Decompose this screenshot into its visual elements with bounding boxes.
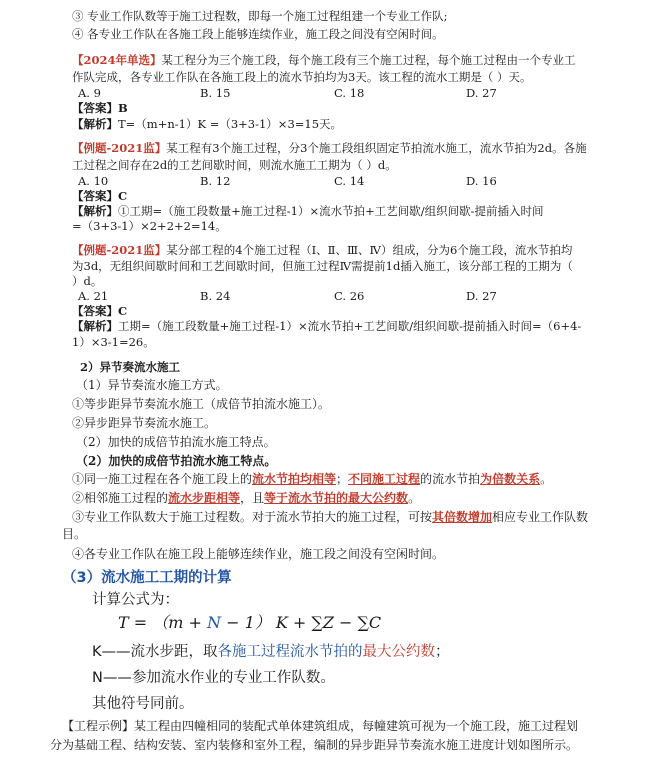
- q1-option-a: A. 9: [78, 86, 101, 100]
- q2-stem-line2: 工过程之间存在2d的工艺间歇时间，则流水施工工期为（ ）d。: [72, 158, 397, 172]
- sec2-point-1: ①同一施工过程在各个施工段上的流水节拍均相等；不同施工过程的流水节拍为倍数关系。: [72, 472, 553, 486]
- n-definition: N——参加流水作业的专业工作队数。: [92, 670, 335, 686]
- q3-option-d: D. 27: [466, 289, 497, 303]
- q2-option-b: B. 12: [200, 174, 231, 188]
- q2-tag: 【例题-2021监】: [72, 141, 167, 155]
- sec2-s4: （2）加快的成倍节拍流水施工特点。: [76, 435, 276, 449]
- q3-stem-line3: ）d。: [72, 274, 103, 288]
- sec2-title: 2）异节奏流水施工: [80, 360, 181, 374]
- q2-answer: 【答案】C: [72, 189, 128, 203]
- example-tag: 【工程示例】: [62, 719, 135, 733]
- sec2-s5: （2）加快的成倍节拍流水施工特点。: [76, 454, 277, 468]
- q3-options: [72, 289, 552, 303]
- q3-analysis: 【解析】工期=（施工段数量+施工过程-1）×流水节拍+工艺间歇/组织间歇-提前插入时间=（6+4-: [72, 319, 582, 333]
- q1-option-b: B. 15: [200, 86, 231, 100]
- formula-label: 计算公式为：: [92, 592, 179, 608]
- q1-option-c: C. 18: [334, 86, 365, 100]
- q2-option-a: A. 10: [78, 174, 109, 188]
- sec2-point-3-line2: 目。: [62, 527, 87, 541]
- formula: T = （m + N − 1） K + ∑Z − ∑C: [118, 613, 382, 632]
- example-line1: 【工程示例】某工程由四幢相同的装配式单体建筑组成，每幢建筑可视为一个施工段，施工过程划: [62, 719, 579, 733]
- q3-option-b: B. 24: [200, 289, 231, 303]
- other-symbols: 其他符号同前。: [92, 696, 194, 712]
- k-definition: K——流水步距，取各施工过程流水节拍的最大公约数；: [92, 644, 450, 660]
- q3-tag: 【例题-2021监】: [72, 243, 167, 257]
- sec2-point-4: ④各专业工作队在施工段上能够连续作业，施工段之间没有空闲时间。: [72, 547, 445, 561]
- q1-option-d: D. 27: [466, 86, 497, 100]
- sec2-s3: ②异步距异节奏流水施工。: [72, 416, 217, 430]
- sec2-s1: （1）异节奏流水施工方式。: [76, 378, 228, 392]
- sec2-s2: ①等步距异节奏流水施工（成倍节拍流水施工）。: [72, 397, 331, 411]
- sec2-point-2: ②相邻施工过程的流水步距相等，且等于流水节拍的最大公约数。: [72, 491, 421, 505]
- q1-stem-line2: 作队完成，各专业工作队在各施工段上的流水节拍均为3天。该工程的流水工期是（ ）天。: [72, 70, 532, 84]
- q1-analysis: 【解析】T=（m+n-1）K =（3+3-1）×3=15天。: [72, 117, 343, 131]
- q3-stem-line2: 为3d，无组织间歇时间和工艺间歇时间，但施工过程Ⅳ需提前1d插入施工，该分部工程的工期为（: [72, 259, 573, 273]
- q1-tag: 【2024年单选】: [72, 53, 162, 67]
- sec2-point-3: ③专业工作队数大于施工过程数。对于流水节拍大的施工过程，可按其倍数增加相应专业工作队数: [72, 510, 589, 524]
- q3-answer: 【答案】C: [72, 304, 128, 318]
- q3-option-c: C. 26: [334, 289, 365, 303]
- top-item-3: ③ 专业工作队数等于施工过程数，即每一个施工过程组建一个专业工作队;: [72, 9, 448, 23]
- q1-stem-line1: 【2024年单选】某工程分为三个施工段，每个施工段有三个施工过程，每个施工过程由一个专业工: [72, 53, 576, 67]
- example-line2: 分为基础工程、结构安装、室内装修和室外工程，编制的异步距异节奏流水施工进度计划如图所示。: [50, 738, 579, 752]
- q2-analysis: 【解析】①工期=（施工段数量+施工过程-1）×流水节拍+工艺间歇/组织间歇-提前插入时间: [72, 204, 544, 218]
- q3-stem-line1: 【例题-2021监】某分部工程的4个施工过程（Ⅰ、Ⅱ、Ⅲ、Ⅳ）组成，分为6个施工段，流水节拍均: [72, 243, 573, 257]
- q1-options: [72, 86, 552, 100]
- q2-stem-line1: 【例题-2021监】某工程有3个施工过程，分3个施工段组织固定节拍流水施工，流水节拍为2d。各施: [72, 141, 587, 155]
- q3-analysis-line2: 1）×3-1=26。: [72, 335, 155, 349]
- sec3-title: （3）流水施工工期的计算: [62, 570, 232, 586]
- q2-analysis-line2: =（3+3-1）×2+2+2=14。: [72, 219, 227, 233]
- q1-answer: 【答案】B: [72, 101, 128, 115]
- q2-option-d: D. 16: [466, 174, 497, 188]
- q3-option-a: A. 21: [78, 289, 109, 303]
- q2-options: [72, 174, 552, 188]
- q2-option-c: C. 14: [334, 174, 365, 188]
- top-item-4: ④ 各专业工作队在各施工段上能够连续作业，施工段之间没有空闲时间。: [72, 27, 444, 41]
